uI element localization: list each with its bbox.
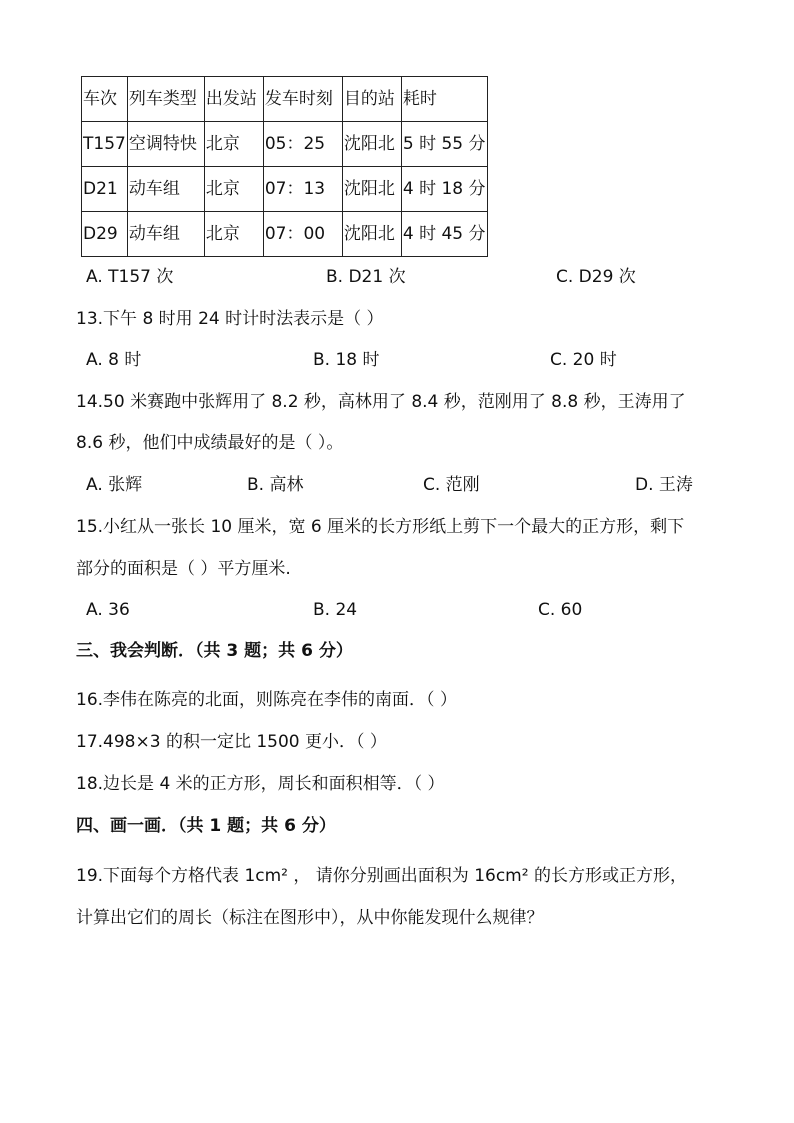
table-cell: 05：25 — [263, 122, 342, 167]
q19-line2: 计算出它们的周长（标注在图形中），从中你能发现什么规律？ — [76, 908, 544, 928]
q14-option-d: D. 王涛 — [635, 475, 693, 495]
table-cell: 北京 — [204, 212, 263, 257]
q15-option-a: A. 36 — [86, 600, 130, 620]
table-row — [82, 122, 488, 167]
q16-statement: 16.李伟在陈亮的北面，则陈亮在李伟的南面．（ ） — [76, 690, 457, 710]
table-header-cell: 车次 — [82, 77, 128, 122]
section-3-heading: 三、我会判断．（共 3 题；共 6 分） — [76, 641, 353, 661]
q13-option-a: A. 8 时 — [86, 350, 142, 370]
q14-option-c: C. 范刚 — [423, 475, 480, 495]
table-cell: 4 时 45 分 — [401, 212, 487, 257]
table-cell: 4 时 18 分 — [401, 167, 487, 212]
train-schedule-table — [81, 76, 488, 257]
table-cell: 07：13 — [263, 167, 342, 212]
table-cell: 动车组 — [127, 167, 204, 212]
q14-option-a: A. 张辉 — [86, 475, 143, 495]
q12-option-a: A. T157 次 — [86, 267, 174, 287]
table-cell: 北京 — [204, 167, 263, 212]
table-row — [82, 212, 488, 257]
table-header-cell: 列车类型 — [127, 77, 204, 122]
q15-stem-line1: 15.小红从一张长 10 厘米，宽 6 厘米的长方形纸上剪下一个最大的正方形，剩下 — [76, 517, 685, 537]
q14-option-b: B. 高林 — [247, 475, 304, 495]
q15-option-c: C. 60 — [538, 600, 583, 620]
table-cell: D29 — [82, 212, 128, 257]
table-cell: 空调特快 — [127, 122, 204, 167]
section-4-heading: 四、画一画．（共 1 题；共 6 分） — [76, 816, 336, 836]
q12-option-b: B. D21 次 — [326, 267, 406, 287]
q14-stem-line2: 8.6 秒，他们中成绩最好的是（ ）。 — [76, 433, 344, 453]
table-header-cell: 发车时刻 — [263, 77, 342, 122]
table-header-cell: 出发站 — [204, 77, 263, 122]
q13-option-c: C. 20 时 — [550, 350, 617, 370]
table-cell: 沈阳北 — [342, 212, 401, 257]
table-cell: 07：00 — [263, 212, 342, 257]
table-cell: 5 时 55 分 — [401, 122, 487, 167]
q19-line1: 19.下面每个方格代表 1cm² ， 请你分别画出面积为 16cm² 的长方形或正方形， — [76, 866, 687, 886]
q13-stem: 13.下午 8 时用 24 时计时法表示是（ ） — [76, 309, 384, 329]
table-cell: 动车组 — [127, 212, 204, 257]
q18-statement: 18.边长是 4 米的正方形，周长和面积相等．（ ） — [76, 774, 445, 794]
table-header-cell: 目的站 — [342, 77, 401, 122]
table-header-row — [82, 77, 488, 122]
q13-option-b: B. 18 时 — [313, 350, 380, 370]
table-header-cell: 耗时 — [401, 77, 487, 122]
q17-statement: 17.498×3 的积一定比 1500 更小．（ ） — [76, 732, 387, 752]
q15-stem-line2: 部分的面积是（ ）平方厘米. — [76, 559, 291, 579]
q14-stem-line1: 14.50 米赛跑中张辉用了 8.2 秒，高林用了 8.4 秒，范刚用了 8.8 秒，王涛用了 — [76, 392, 686, 412]
table-cell: 北京 — [204, 122, 263, 167]
table-cell: 沈阳北 — [342, 122, 401, 167]
table-cell: T157 — [82, 122, 128, 167]
q15-option-b: B. 24 — [313, 600, 358, 620]
table-cell: 沈阳北 — [342, 167, 401, 212]
table-row — [82, 167, 488, 212]
q12-option-c: C. D29 次 — [556, 267, 636, 287]
table-cell: D21 — [82, 167, 128, 212]
